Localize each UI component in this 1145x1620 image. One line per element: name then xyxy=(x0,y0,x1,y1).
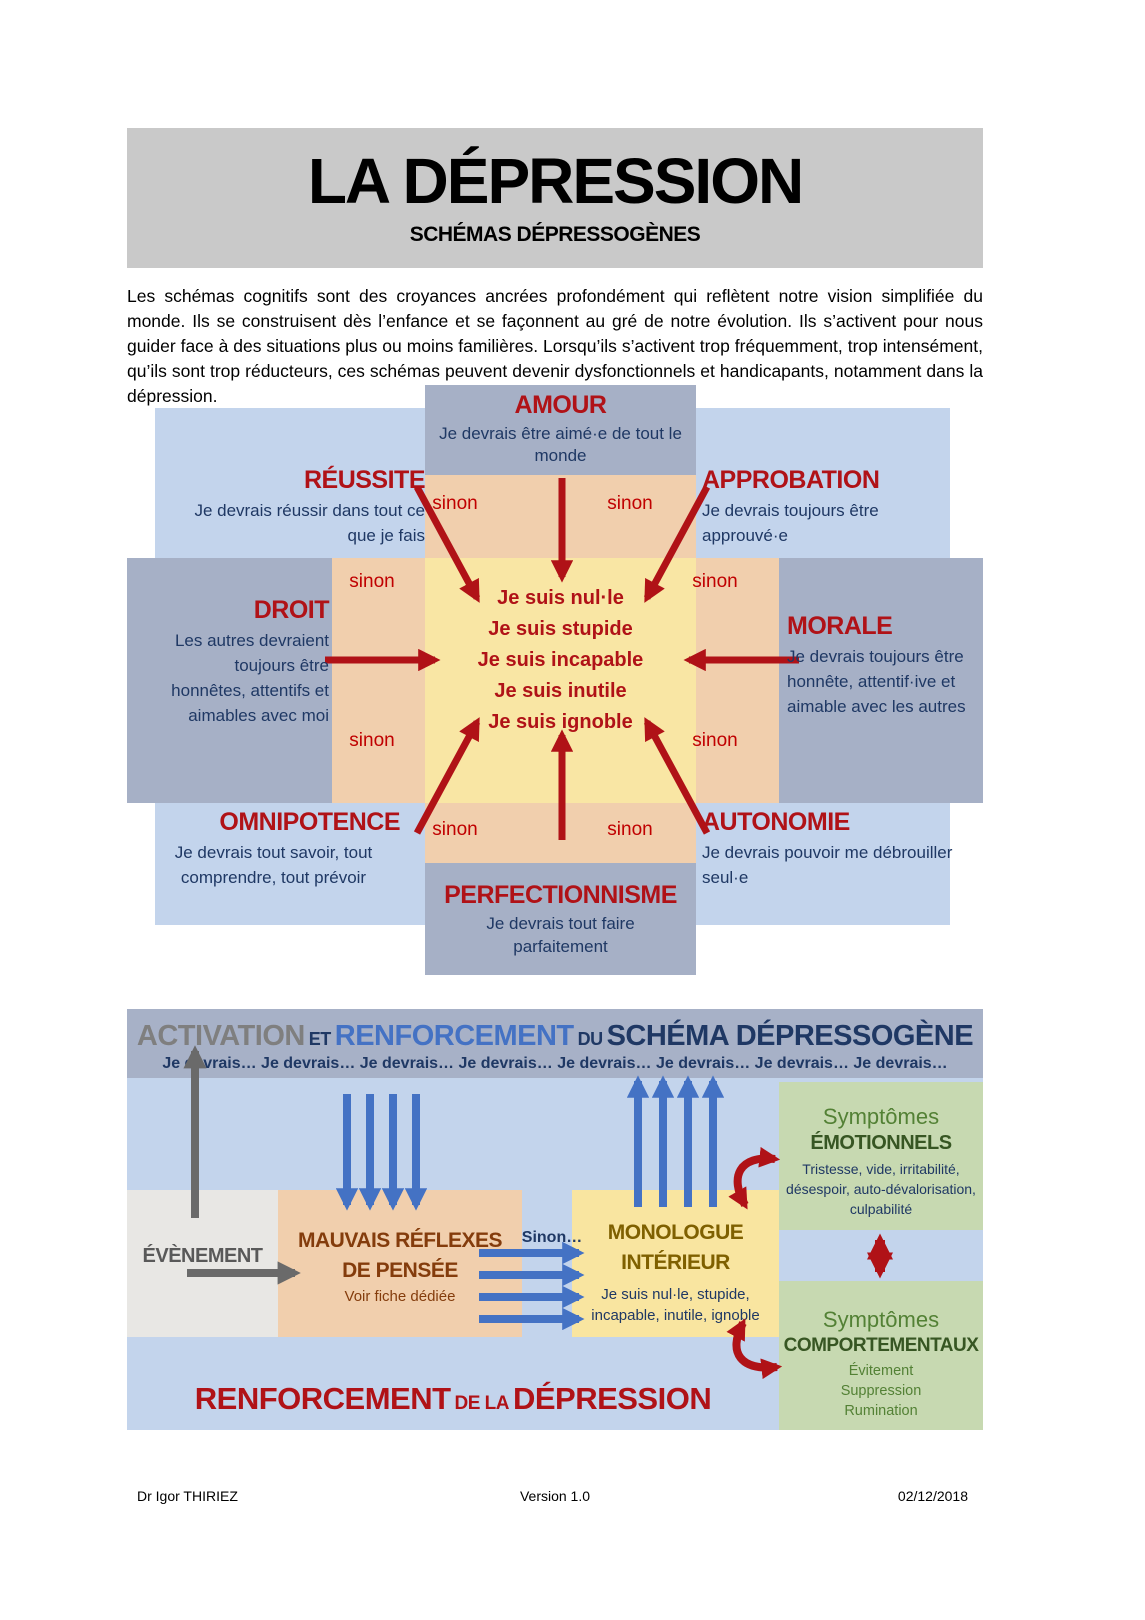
emotionnels-body-line: désespoir, auto-dévalorisation, xyxy=(786,1181,976,1197)
schema-autonomie-line: Je devrais pouvoir me débrouiller xyxy=(702,843,953,862)
schema-morale-line: honnête, attentif·ive et xyxy=(787,672,956,691)
schema-droit-line: aimables avec moi xyxy=(188,706,329,725)
schema-amour-title: AMOUR xyxy=(514,391,607,419)
mauvais-reflexes-title-line: MAUVAIS RÉFLEXES xyxy=(298,1229,502,1252)
evenement-label: ÉVÈNEMENT xyxy=(142,1245,263,1267)
schema-reussite-line: que je fais xyxy=(347,526,425,545)
schema-autonomie xyxy=(702,807,982,890)
schema-approbation-line: approuvé·e xyxy=(702,526,789,545)
schema-morale-title: MORALE xyxy=(787,612,893,640)
schema-perfectionnisme-title: PERFECTIONNISME xyxy=(444,881,677,909)
core-belief-line: Je suis incapable xyxy=(477,649,644,671)
schema-amour-line: monde xyxy=(534,446,587,465)
schema-morale xyxy=(787,611,979,719)
schema-diagram xyxy=(127,385,983,975)
schema-droit xyxy=(137,595,329,728)
schema-approbation-line: Je devrais toujours être xyxy=(702,501,879,520)
schema-droit-line: Les autres devraient xyxy=(174,631,329,650)
sinon-label: sinon xyxy=(432,493,478,514)
mauvais-reflexes-title-line: DE PENSÉE xyxy=(342,1259,458,1282)
sinon-label: sinon xyxy=(349,571,395,592)
omnipotence-arrow xyxy=(417,722,477,833)
symptomes-label: Symptômes xyxy=(822,1307,940,1332)
schema-reussite-line: Je devrais réussir dans tout ce xyxy=(194,501,425,520)
process-diagram xyxy=(127,1009,983,1430)
je-devrais-line: Je devrais… Je devrais… Je devrais… Je devrais… Je devrais… Je devrais… Je devrais… Je devrais… xyxy=(162,1055,948,1072)
emotionnels-body-line: culpabilité xyxy=(849,1201,913,1217)
schema-reussite xyxy=(157,465,425,548)
schema-omnipotence-line: comprendre, tout prévoir xyxy=(180,868,367,887)
comportementaux-item: Rumination xyxy=(844,1403,918,1419)
sinon-label: sinon xyxy=(692,571,738,592)
schema-amour-line: Je devrais être aimé·e de tout le xyxy=(439,424,682,443)
schema-droit-line: toujours être xyxy=(234,656,329,675)
schema-autonomie-line: seul·e xyxy=(702,868,749,887)
schema-perfectionnisme-line: Je devrais tout faire xyxy=(486,914,635,933)
comportementaux-title: COMPORTEMENTAUX xyxy=(783,1335,979,1356)
monologue-body-line: Je suis nul·le, stupide, xyxy=(601,1286,750,1303)
schema-autonomie-title: AUTONOMIE xyxy=(702,808,850,836)
header-et: ET xyxy=(308,1029,331,1049)
title-box xyxy=(127,128,983,268)
monologue-emotionnels-link xyxy=(738,1159,775,1205)
footer-date: 02/12/2018 xyxy=(897,1488,968,1504)
header-renforcement: RENFORCEMENT xyxy=(334,1020,574,1052)
schema-morale-line: Je devrais toujours être xyxy=(787,647,964,666)
schema-omnipotence-title: OMNIPOTENCE xyxy=(219,808,400,836)
core-beliefs xyxy=(425,583,696,738)
schema-perfectionnisme xyxy=(425,880,696,958)
schema-droit-line: honnêtes, attentifs et xyxy=(171,681,329,700)
core-belief-line: Je suis inutile xyxy=(494,680,627,702)
footer-version: Version 1.0 xyxy=(519,1488,591,1504)
intro-paragraph: Les schémas cognitifs sont des croyances ancrées profondément qui reflètent notre vision simplifiée du monde. Ils se construisent dès l’enfance et se façonnent au gré de notre évolution. Ils s’activent pour nous guider face à des situations plus ou moins familières. Lorsqu’ils s’activent trop fréquemment, trop intensément, qu’ils sont trop réducteurs, ces schémas peuvent devenir dysfonctionnels et handicapants, notamment dans la dépression. xyxy=(127,286,983,406)
schema-droit-title: DROIT xyxy=(253,596,329,624)
sinon-label: sinon xyxy=(349,730,395,751)
header-du: DU xyxy=(577,1029,603,1049)
schema-perfectionnisme-line: parfaitement xyxy=(513,937,608,956)
page-title: LA DÉPRESSION xyxy=(307,145,803,217)
sinon-label: sinon xyxy=(692,730,738,751)
sinon-label: sinon xyxy=(432,819,478,840)
renforcement-depression-title xyxy=(153,1381,753,1417)
schema-omnipotence-line: Je devrais tout savoir, tout xyxy=(174,843,373,862)
depression-word: DÉPRESSION xyxy=(512,1381,712,1416)
schema-reussite-title: RÉUSSITE xyxy=(303,466,425,494)
schema-morale-line: aimable avec les autres xyxy=(787,697,966,716)
schema-omnipotence xyxy=(147,807,400,890)
renforcement-word: RENFORCEMENT xyxy=(194,1381,451,1416)
mauvais-reflexes-note: Voir fiche dédiée xyxy=(344,1288,456,1305)
sinon-transition-label: Sinon… xyxy=(521,1229,583,1246)
footer-author: Dr Igor THIRIEZ xyxy=(137,1488,238,1504)
schema-amour xyxy=(425,390,696,467)
header-activation: ACTIVATION xyxy=(136,1020,305,1052)
comportementaux-item: Évitement xyxy=(848,1363,914,1379)
emotionnels-body-line: Tristesse, vide, irritabilité, xyxy=(802,1161,960,1177)
schema-approbation xyxy=(702,465,974,548)
monologue-comportementaux-link xyxy=(736,1323,777,1368)
emotionnels-title: ÉMOTIONNELS xyxy=(810,1132,952,1154)
monologue-title-line: MONOLOGUE xyxy=(607,1221,744,1244)
schema-approbation-title: APPROBATION xyxy=(702,466,880,494)
header-schema-depressogene: SCHÉMA DÉPRESSOGÈNE xyxy=(606,1020,974,1052)
core-belief-line: Je suis stupide xyxy=(488,618,633,640)
process-arrows xyxy=(127,1009,983,1430)
core-belief-line: Je suis ignoble xyxy=(488,711,633,733)
monologue-body-line: incapable, inutile, ignoble xyxy=(591,1307,760,1324)
de-la-word: DE LA xyxy=(454,1393,509,1414)
comportementaux-item: Suppression xyxy=(840,1383,922,1399)
monologue-title-line: INTÉRIEUR xyxy=(621,1251,730,1274)
sinon-label: sinon xyxy=(607,819,653,840)
symptomes-label: Symptômes xyxy=(822,1104,940,1129)
core-belief-line: Je suis nul·le xyxy=(497,587,624,609)
sinon-label: sinon xyxy=(607,493,653,514)
page-subtitle: SCHÉMAS DÉPRESSOGÈNES xyxy=(409,223,701,246)
